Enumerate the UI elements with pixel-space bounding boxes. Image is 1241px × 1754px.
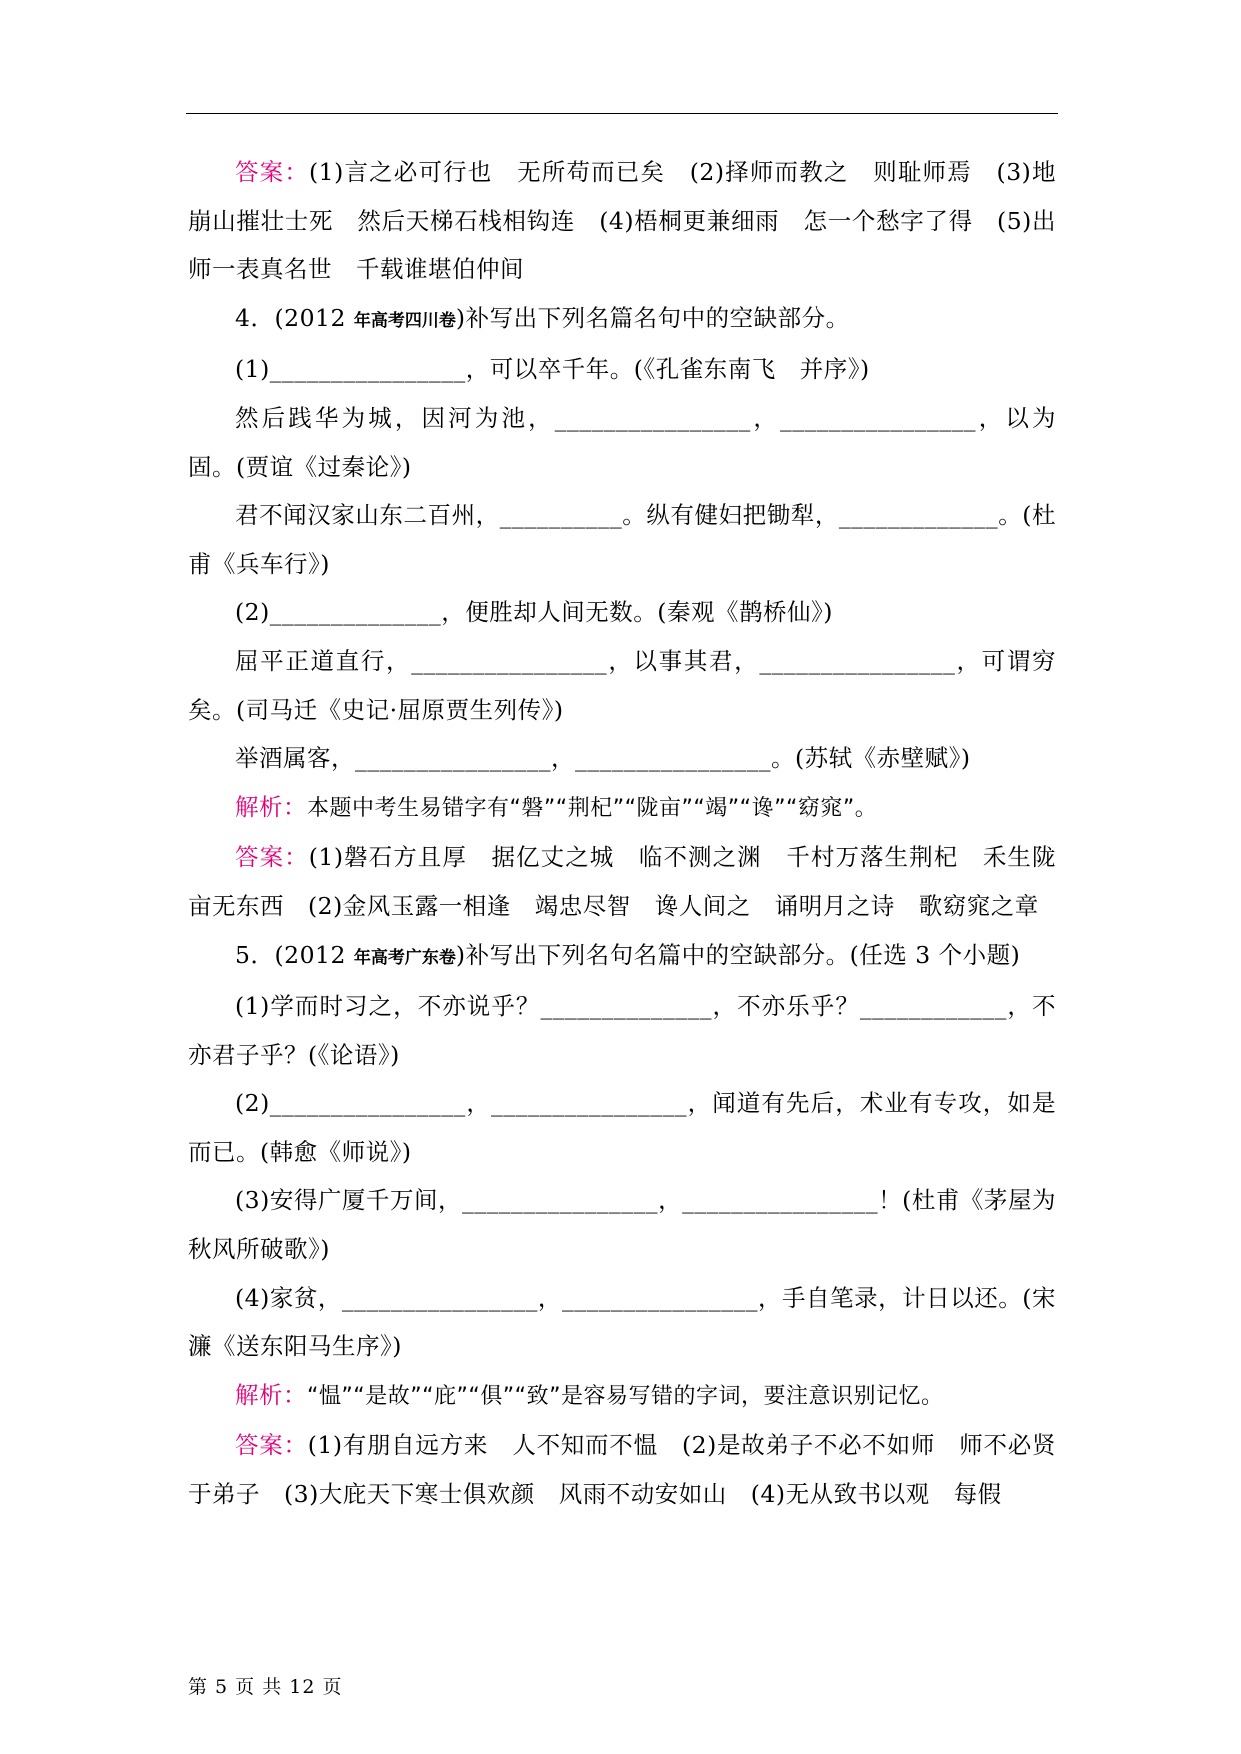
answer-paragraph (188, 148, 1056, 294)
question-number: 5．(2012 (235, 940, 354, 969)
question-number: 4．(2012 (235, 303, 354, 332)
question-5-heading (188, 931, 1056, 983)
analysis-label: 解析： (235, 792, 307, 821)
question-text: )补写出下列名篇名句中的空缺部分。 (455, 303, 850, 332)
question-line: (2)______________，便胜却人间无数。(秦观《鹊桥仙》) (235, 598, 833, 627)
question-line: (4)家贫，________________，________________，手自笔录，计日以还。(宋濂《送东阳马生序》) (188, 1283, 1056, 1361)
answer-label: 答案： (235, 1431, 308, 1460)
analysis-text: 本题中考生易错字有“磐”“荆杞”“陇亩”“竭”“谗”“窈窕”。 (307, 795, 878, 821)
answer-text: (1)有朋自远方来 人不知而不愠 (2)是故弟子不必不如师 师不必贤于弟子 (3)大庇天下寒士俱欢颜 风雨不动安如山 (4)无从致书以观 每假 (188, 1431, 1057, 1509)
question-text: )补写出下列名句名篇中的空缺部分。(任选 3 个小题) (455, 940, 1021, 969)
answer-text: (1)言之必可行也 无所苟而已矣 (2)择师而教之 则耻师焉 (3)地崩山摧壮士死 然后天梯石栈相钩连 (4)梧桐更兼细雨 怎一个愁字了得 (5)出师一表真名世 千载谁堪伯仲间 (188, 158, 1056, 284)
question-4-heading (188, 294, 1056, 346)
question-source: 年高考四川卷 (353, 310, 456, 331)
header-rule (186, 113, 1058, 114)
analysis-text: “愠”“是故”“庇”“俱”“致”是容易写错的字词，要注意识别记忆。 (307, 1383, 944, 1409)
analysis-paragraph (188, 783, 1056, 834)
question-line: 然后践华为城，因河为池，________________，________________，以为固。(贾谊《过秦论》) (188, 403, 1056, 481)
question-line: 屈平正道直行，________________，以事其君，________________，可谓穷矣。(司马迁《史记·屈原贾生列传》) (188, 646, 1056, 724)
document-body (188, 148, 1056, 1519)
answer-label: 答案： (235, 843, 309, 872)
question-line: (3)安得广厦千万间，________________，________________！(杜甫《茅屋为秋风所破歌》) (188, 1186, 1056, 1264)
question-line: (1)学而时习之，不亦说乎？______________，不亦乐乎？____________，不亦君子乎？(《论语》) (188, 992, 1056, 1069)
analysis-paragraph (188, 1371, 1056, 1422)
question-line: 举酒属客，________________，________________。(苏轼《赤壁赋》) (235, 744, 971, 773)
question-line: (1)________________，可以卒千年。(《孔雀东南飞 并序》) (235, 355, 870, 384)
page-footer: 第 5 页 共 12 页 (188, 1676, 343, 1698)
question-line: 君不闻汉家山东二百州，__________。纵有健妇把锄犁，_____________。(杜甫《兵车行》) (188, 501, 1056, 578)
question-line: (2)________________，________________，闻道有先后，术业有专攻，如是而已。(韩愈《师说》) (188, 1089, 1056, 1166)
question-source: 年高考广东卷 (353, 947, 456, 968)
answer-paragraph (188, 1421, 1056, 1518)
analysis-label: 解析： (235, 1380, 307, 1409)
answer-paragraph (188, 833, 1056, 930)
answer-label: 答案： (235, 158, 309, 186)
answer-text: (1)磐石方且厚 据亿丈之城 临不测之渊 千村万落生荆杞 禾生陇亩无东西 (2)金风玉露一相逢 竭忠尽智 谗人间之 诵明月之诗 歌窈窕之章 (188, 843, 1057, 920)
